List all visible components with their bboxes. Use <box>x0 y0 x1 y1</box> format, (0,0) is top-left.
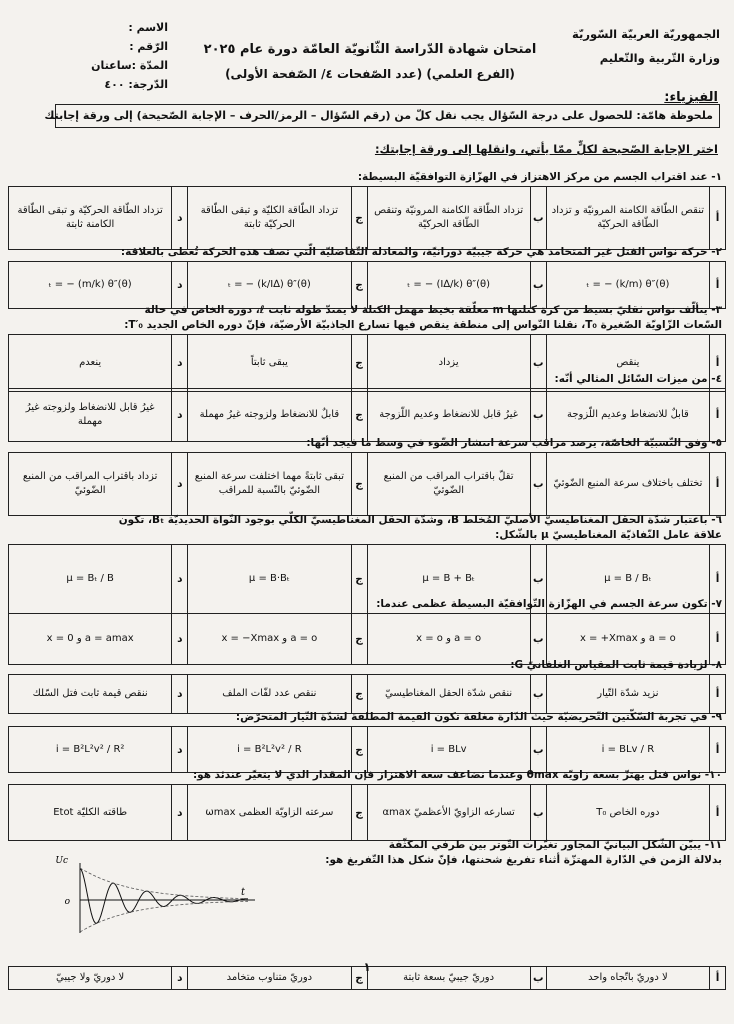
option-letter: ب <box>530 675 546 713</box>
option-letter: ج <box>351 335 367 391</box>
option-letter: د <box>171 545 187 613</box>
option-letter: د <box>171 335 187 391</box>
option-letter: أ <box>709 187 725 249</box>
option-text: ننقص عدد لفّات الملف <box>222 688 317 699</box>
question-8 <box>8 658 726 714</box>
option-letter: أ <box>709 389 725 441</box>
option-letter: ج <box>351 785 367 840</box>
option-cell <box>546 453 725 515</box>
option-text: تنقص الطّاقة الكامنة المرونيّة و تزداد الطّاقة الحركيّة <box>551 205 705 230</box>
option-text: يبقى ثابتاً <box>250 357 288 368</box>
option-text: دوريّ جيبيّ بسعة ثابتة <box>403 972 495 983</box>
option-text: غيرُ قابل للانضغاط ولزوجته غيرُ مهملة <box>25 402 155 427</box>
option-letter: ج <box>351 614 367 664</box>
option-letter: ب <box>530 187 546 249</box>
option-cell <box>367 614 546 664</box>
option-letter: ب <box>530 614 546 664</box>
option-letter: ب <box>530 389 546 441</box>
option-cell <box>187 785 366 840</box>
option-text: a = o و x = +Xmax <box>579 633 676 644</box>
question-stem: ١٠- نواس فتل يهتزّ بسعة زاويّة θmax وعندما نضاعف سعة الاهتزاز فإن المقدار الذي لا يتغيّر عندئذ هو: <box>192 769 722 781</box>
name-label: الاسم : <box>128 21 168 34</box>
option-text: μ = B·Bₜ <box>248 573 290 584</box>
option-text: μ = B + Bₜ <box>422 573 475 584</box>
option-cell <box>187 614 366 664</box>
option-cell <box>546 262 725 308</box>
option-letter: ب <box>530 727 546 772</box>
question-stem: ٢- حركة نواس الفتل غير المتخامد هي حركة جيبيّة دورانيّة، والمعادلة التّفاضليّة الّتي تصف هذه الحركة تُعطى بالعلاقة: <box>120 246 722 258</box>
options-row <box>8 726 726 773</box>
option-cell <box>187 389 366 441</box>
option-text: قابلٌ للانضغاط ولزوجته غيرُ مهملة <box>199 409 340 420</box>
page-number: ١ <box>363 960 371 974</box>
option-cell <box>546 389 725 441</box>
header-title <box>180 42 560 81</box>
exam-title: امتحان شهادة الدّراسة الثّانويّة العامّة دورة عام ٢٠٢٥ <box>203 42 537 57</box>
option-letter: أ <box>709 453 725 515</box>
country-name: الجمهوريّة العربيّة السّوريّة <box>572 27 720 41</box>
important-note: ملحوظة هامّة: للحصول على درجة السّؤال يجب نقل كلّ من (رقم السّؤال – الرمز/الحرف – الإجابة الصّحيحة) إلى ورقة إجابتك <box>55 104 720 128</box>
option-text: ينعدم <box>79 357 102 368</box>
options-row <box>8 388 726 442</box>
option-letter: ج <box>351 389 367 441</box>
option-cell <box>367 262 546 308</box>
option-letter: ب <box>530 335 546 391</box>
option-cell <box>546 675 725 713</box>
option-text: μ = B / Bₜ <box>604 573 652 584</box>
question-7 <box>8 597 726 665</box>
options-row <box>8 186 726 250</box>
option-letter: ب <box>530 545 546 613</box>
option-letter: ب <box>530 453 546 515</box>
option-text: طاقته الكليّة Etot <box>53 806 128 818</box>
options-row <box>8 784 726 841</box>
option-letter: ج <box>351 675 367 713</box>
option-text: دوره الخاص T₀ <box>596 806 660 818</box>
option-letter: ب <box>530 967 546 989</box>
option-text: (θ)″ₜ = − (m/k) θ <box>48 279 132 290</box>
option-cell <box>367 453 546 515</box>
option-cell <box>187 727 366 772</box>
header-student-info <box>18 18 168 94</box>
ministry-name: وزارة التّربية والتّعليم <box>599 51 720 65</box>
option-letter: د <box>171 967 187 989</box>
option-cell <box>367 389 546 441</box>
option-text: ينقص <box>616 357 640 368</box>
question-2 <box>8 245 726 309</box>
option-letter: ب <box>530 785 546 840</box>
option-cell <box>187 453 366 515</box>
option-text: تزداد الطّاقة الكامنة المرونيّة وتنقص الطّاقة الحركيّة <box>374 205 524 230</box>
duration-label: المدّة :ساعتان <box>91 59 168 72</box>
option-letter: أ <box>709 545 725 613</box>
options-row <box>8 452 726 516</box>
option-letter: ب <box>530 262 546 308</box>
option-text: غيرُ قابل للانضغاط وعديم اللّزوجة <box>379 409 519 420</box>
option-text: a = amax و x = 0 <box>46 633 134 644</box>
option-cell <box>367 727 546 772</box>
question-stem: ١- عند اقتراب الجسم من مركز الاهتزاز في الهزّازة التوافقيّة البسيطة: <box>357 171 722 183</box>
option-text: i = BLv <box>430 743 467 755</box>
option-text: (θ)″ₜ = − (k/I∆) θ <box>227 279 311 290</box>
option-letter: أ <box>709 967 725 989</box>
question-4 <box>8 372 726 442</box>
damped-oscillation-curve <box>80 868 248 923</box>
option-text: ننقص قيمة ثابت فتل السّلك <box>32 688 148 699</box>
option-text: i = B²L²v² / R² <box>55 743 125 755</box>
option-cell <box>9 453 187 515</box>
option-cell <box>546 727 725 772</box>
option-text: تزداد باقتراب المراقب من المنبع الضّوئيّ <box>22 471 158 496</box>
option-text: i = BLv / R <box>601 743 655 755</box>
option-cell <box>9 614 187 664</box>
question-stem-continued: السّعات الزّاويّة الصّغيرة T₀، نقلنا النّواس إلى منطقة ينقص فيها تسارع الجاذبيّة الأرضيّة، فإنّ دوره الخاص الجديد T′₀: <box>124 319 722 331</box>
option-text: تبقى ثابتةً مهما اختلفت سرعة المنبع الضّوئيّ بالنّسبة للمراقب <box>194 471 344 496</box>
option-text: نزيد شدّة التّيار <box>597 688 659 699</box>
option-letter: أ <box>709 675 725 713</box>
x-axis-label: t <box>240 887 245 898</box>
option-text: سرعته الزاويّة العظمى ωmax <box>205 806 334 818</box>
option-letter: ج <box>351 727 367 772</box>
option-letter: د <box>171 785 187 840</box>
option-letter: ج <box>351 967 367 989</box>
option-letter: ج <box>351 187 367 249</box>
question-stem-continued: بدلالة الزمن في الدّارة المهتزّة أثناء تفريغ شحنتها، فإنّ شكل هذا التّفريغ هو: <box>325 854 722 866</box>
option-cell <box>9 785 187 840</box>
option-text: (θ)″ₜ = − (k/m) θ <box>586 279 670 290</box>
question-stem: ٨- لزيادة قيمة ثابت المقياس الغلفانيّ G: <box>510 659 722 671</box>
option-letter: د <box>171 389 187 441</box>
option-letter: أ <box>709 262 725 308</box>
option-letter: د <box>171 262 187 308</box>
question-10 <box>8 768 726 841</box>
question-stem: ٤- من ميزات السّائل المثالي أنّه: <box>554 373 722 385</box>
question-5 <box>8 436 726 516</box>
option-text: a = o و x = o <box>416 633 482 644</box>
number-label: الرّقم : <box>129 40 168 53</box>
option-text: تزداد الطّاقة الكليّة و تبقى الطّاقة الحركيّة ثابتة <box>200 205 339 230</box>
options-row <box>8 674 726 714</box>
option-text: i = B²L²v² / R <box>237 743 302 755</box>
option-letter: أ <box>709 727 725 772</box>
question-stem: ٦- باعتبار شدّة الحقل المغناطيسيّ الأصليّ المُخلط B، وشدّة الحقل المغناطيسيّ الكلّي بوجود النّواة الحديديّة Bₜ، تكون <box>118 514 722 526</box>
option-letter: أ <box>709 614 725 664</box>
option-letter: ج <box>351 545 367 613</box>
option-cell <box>187 187 366 249</box>
option-cell <box>9 262 187 308</box>
option-text: تقلّ باقتراب المراقب من المنبع الضّوئيّ <box>383 471 514 496</box>
option-letter: أ <box>709 785 725 840</box>
option-cell <box>546 785 725 840</box>
question-stem: ٣- يتألّف نواس ثقليّ بسيط من كرة كتلتها m معلّقة بخيط مهمل الكتلة لا يمتدّ طوله ثابت ℓ، دوره الخاص في حالة <box>144 304 722 316</box>
option-cell <box>187 675 366 713</box>
option-text: يزداد <box>438 357 459 368</box>
option-letter: د <box>171 614 187 664</box>
option-letter: د <box>171 453 187 515</box>
exam-branch: (الفرع العلمي) (عدد الصّفحات ٤/ الصّفحة الأولى) <box>225 67 515 81</box>
option-letter: د <box>171 675 187 713</box>
option-cell <box>9 727 187 772</box>
option-text: دوريّ متناوب متخامد <box>226 972 313 983</box>
grade-label: الدّرجة: ٤٠٠ <box>104 78 168 91</box>
upper-envelope <box>80 868 248 899</box>
option-cell <box>9 675 187 713</box>
question-stem: ١١- يبيّن الشّكل البيانيّ المجاور تغيّرات التّوتر بين طرفي المكثّفة <box>388 839 722 851</box>
option-text: (θ)″ₜ = − (I∆/k) θ <box>407 279 491 290</box>
option-cell <box>9 187 187 249</box>
option-cell <box>367 187 546 249</box>
subject-title: الفيزياء: <box>664 90 718 105</box>
option-text: لا دوريّ ولا جيبيّ <box>56 972 125 983</box>
instruction: اختر الإجابة الصّحيحة لكلٍّ ممّا يأتي، وانقلها إلى ورقة إجابتك: <box>374 142 718 156</box>
option-cell <box>367 675 546 713</box>
option-cell <box>187 262 366 308</box>
option-text: μ = Bₜ / B <box>66 573 114 584</box>
option-cell <box>546 614 725 664</box>
question-stem: ٩- في تجربة السّكّتين التّحريضيّة حيث الدّارة مغلقة تكون القيمة المطلقة لشدّة التّيار المتحرّض: <box>235 711 722 723</box>
origin-label: o <box>64 897 70 907</box>
option-cell <box>9 389 187 441</box>
question-1 <box>8 170 726 250</box>
option-letter: ج <box>351 262 367 308</box>
option-letter: د <box>171 187 187 249</box>
option-letter: أ <box>709 335 725 391</box>
capacitor-discharge-graph <box>55 855 260 935</box>
question-stem: ٥- وفق النّسبيّة الخاصّة، يرصد مراقب سرعة انتشار الضّوء في وسط ما فيجد أنّها: <box>306 437 722 449</box>
option-letter: ج <box>351 453 367 515</box>
option-text: قابلٌ للانضغاط وعديم اللّزوجة <box>566 409 689 420</box>
option-letter: د <box>171 727 187 772</box>
question-stem: ٧- تكون سرعة الجسم في الهزّازة التّوافقيّة البسيطة عظمى عندما: <box>376 598 722 610</box>
option-text: a = o و x = −Xmax <box>221 633 318 644</box>
option-cell <box>367 785 546 840</box>
options-row <box>8 261 726 309</box>
lower-envelope <box>80 901 248 932</box>
option-text: لا دوريّ باتّجاه واحد <box>588 972 668 983</box>
question-stem-continued: علاقة عامل النّفاذيّة المغناطيسيّ μ بالشّكل: <box>495 529 722 541</box>
option-text: تختلف باختلاف سرعة المنبع الضّوئيّ <box>553 478 703 489</box>
option-text: ننقص شدّة الحقل المغناطيسيّ <box>385 688 513 699</box>
option-text: تزداد الطّاقة الحركيّة و تبقى الطّاقة الكامنة ثابتة <box>17 205 163 230</box>
option-cell <box>546 187 725 249</box>
option-text: تسارعه الزاويّ الأعظميّ αmax <box>382 806 515 818</box>
y-axis-label: Uc <box>55 856 68 866</box>
question-9 <box>8 710 726 773</box>
